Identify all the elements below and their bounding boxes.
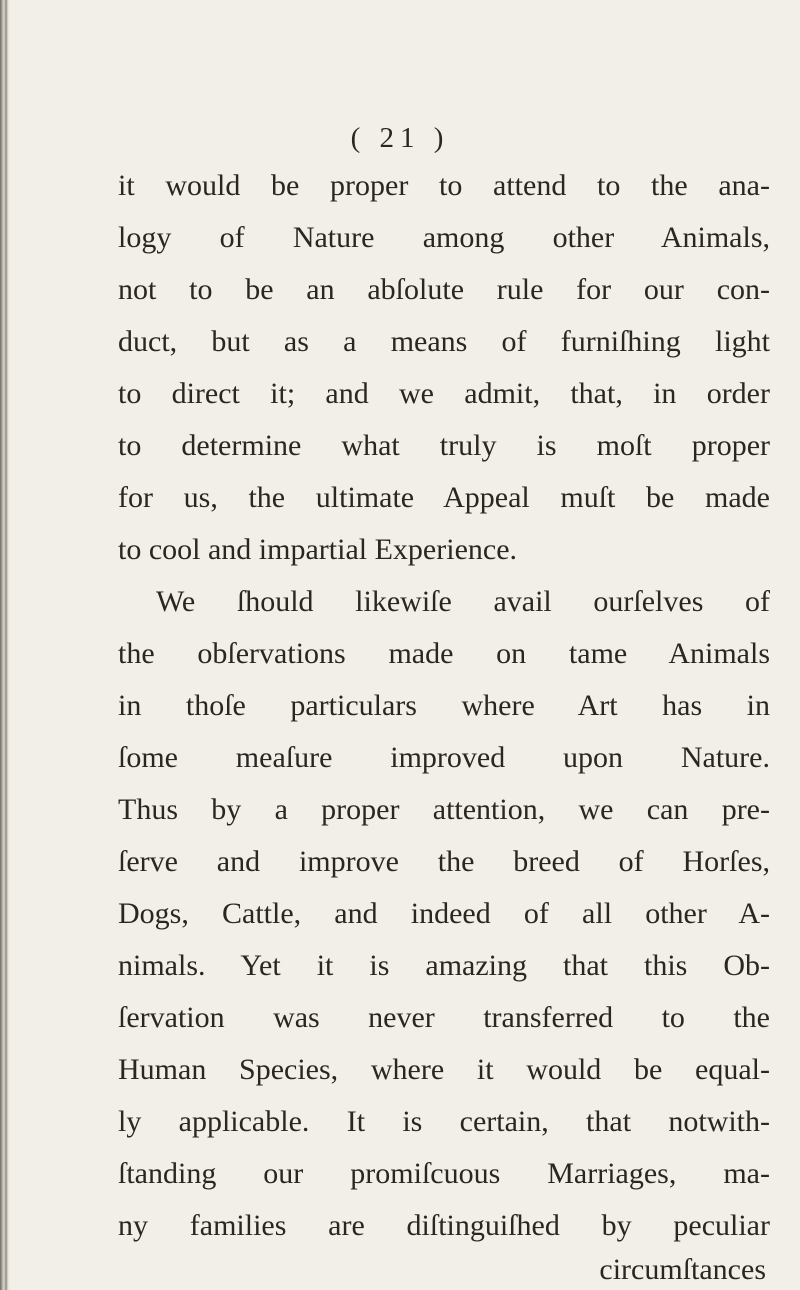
text-line: We ſhould likewiſe avail ourſelves of xyxy=(156,585,770,618)
catchword: circumſtances xyxy=(599,1253,766,1286)
text-line: ſerve and improve the breed of Horſes, xyxy=(118,845,770,878)
text-line: it would be proper to attend to the ana- xyxy=(118,169,770,202)
text-line: to determine what truly is moſt proper xyxy=(118,429,770,462)
text-line: ſome meaſure improved upon Nature. xyxy=(118,741,770,774)
text-line: nimals. Yet it is amazing that this Ob- xyxy=(118,949,770,982)
text-line: Thus by a proper attention, we can pre- xyxy=(118,793,770,826)
text-line: for us, the ultimate Appeal muſt be made xyxy=(118,481,770,514)
text-line: in thoſe particulars where Art has in xyxy=(118,689,770,722)
text-line: to cool and impartial Experience. xyxy=(118,533,518,566)
text-line: not to be an abſolute rule for our con- xyxy=(118,273,770,306)
text-line: duct, but as a means of furniſhing light xyxy=(118,325,770,358)
text-line: Human Species, where it would be equal- xyxy=(118,1053,770,1086)
text-line: to direct it; and we admit, that, in order xyxy=(118,377,770,410)
text-line: logy of Nature among other Animals, xyxy=(118,221,770,254)
page-number: ( 21 ) xyxy=(350,122,450,154)
body-text xyxy=(118,166,770,1258)
book-binding-edge xyxy=(0,0,10,1290)
text-line: Dogs, Cattle, and indeed of all other A- xyxy=(118,897,770,930)
text-line: ny families are diſtinguiſhed by peculiar xyxy=(118,1209,770,1242)
text-line: ly applicable. It is certain, that notwith- xyxy=(118,1105,770,1138)
text-line: the obſervations made on tame Animals xyxy=(118,637,770,670)
text-line: ſtanding our promiſcuous Marriages, ma- xyxy=(118,1157,770,1190)
text-line: ſervation was never transferred to the xyxy=(118,1001,770,1034)
